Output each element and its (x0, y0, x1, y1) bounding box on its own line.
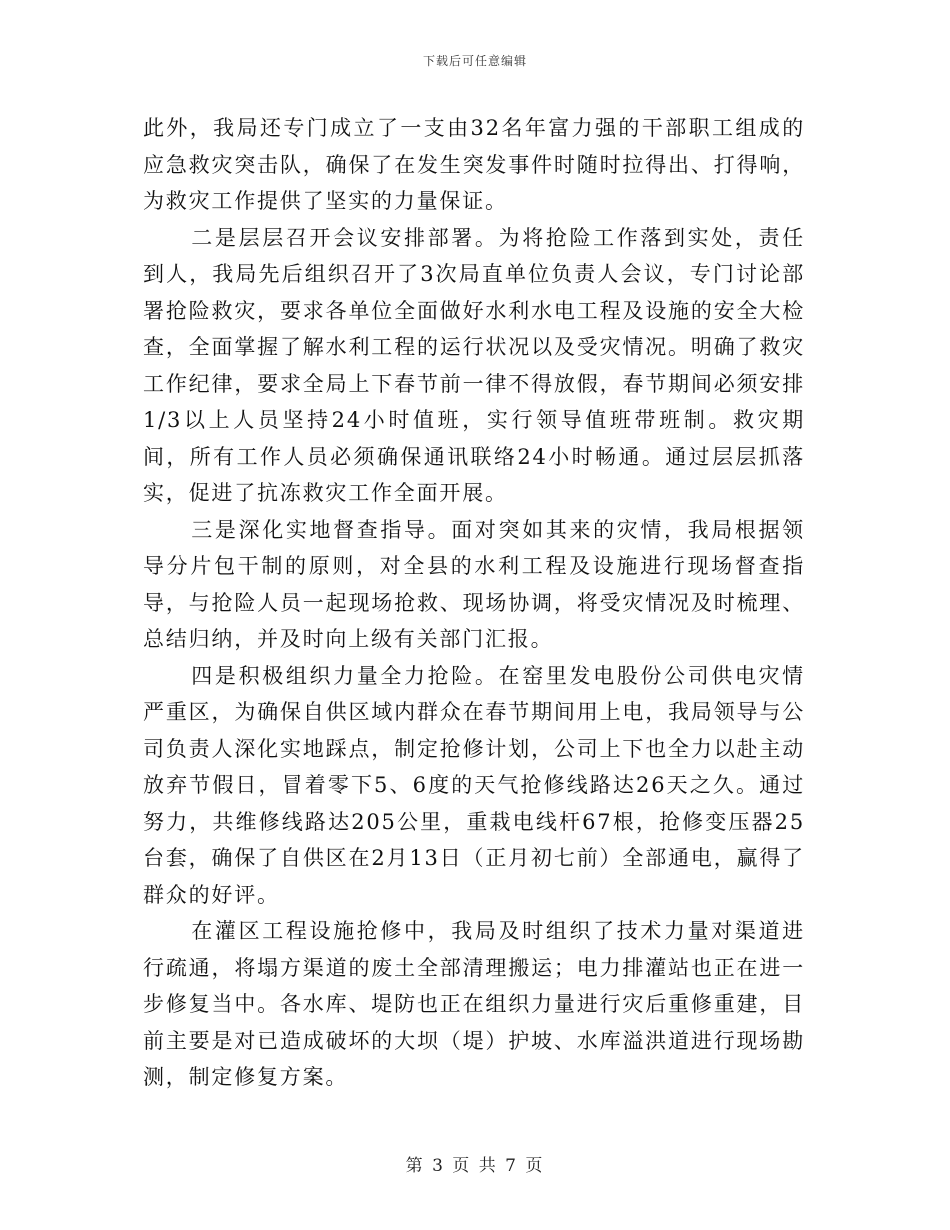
paragraph-inspection: 三是深化实地督查指导。面对突如其来的灾情，我局根据领导分片包干制的原则，对全县的水利工程及设施进行现场督查指导，与抢险人员一起现场抢救、现场协调，将受灾情况及时梳理、总结归纳，并及时向上级有关部门汇报。 (143, 517, 805, 651)
page-number-footer: 第 3 页 共 7 页 (405, 1156, 545, 1176)
paragraph-continuation: 此外，我局还专门成立了一支由32名年富力强的干部职工组成的应急救灾突击队，确保了在发生突发事件时随时拉得出、打得响，为救灾工作提供了坚实的力量保证。 (143, 116, 805, 213)
paragraph-rescue: 四是积极组织力量全力抢险。在窑里发电股份公司供电灾情严重区，为确保自供区域内群众在春节期间用上电，我局领导与公司负责人深化实地踩点，制定抢修计划，公司上下也全力以赴主动放弃节假日，冒着零下5、6度的天气抢修线路达26天之久。通过努力，共维修线路达205公里，重栽电线杆67根，抢修变压器25台套，确保了自供区在2月13日（正月初七前）全部通电，赢得了群众的好评。 (143, 663, 805, 907)
paragraph-meetings: 二是层层召开会议安排部署。为将抢险工作落到实处，责任到人，我局先后组织召开了3次局直单位负责人会议，专门讨论部署抢险救灾，要求各单位全面做好水利水电工程及设施的安全大检查，全面掌握了解水利工程的运行状况以及受灾情况。明确了救灾工作纪律，要求全局上下春节前一律不得放假，春节期间必须安排1/3以上人员坚持24小时值班，实行领导值班带班制。救灾期间，所有工作人员必须确保通讯联络24小时畅通。通过层层抓落实，促进了抗冻救灾工作全面开展。 (143, 225, 805, 505)
body-text (143, 110, 805, 1096)
header-note: 下载后可任意编辑 (422, 54, 527, 68)
paragraph-irrigation: 在灌区工程设施抢修中，我局及时组织了技术力量对渠道进行疏通，将塌方渠道的废土全部清理搬运；电力排灌站也正在进一步修复当中。各水库、堤防也正在组织力量进行灾后重修重建，目前主要是对已造成破坏的大坝（堤）护坡、水库溢洪道进行现场勘测，制定修复方案。 (143, 919, 805, 1089)
